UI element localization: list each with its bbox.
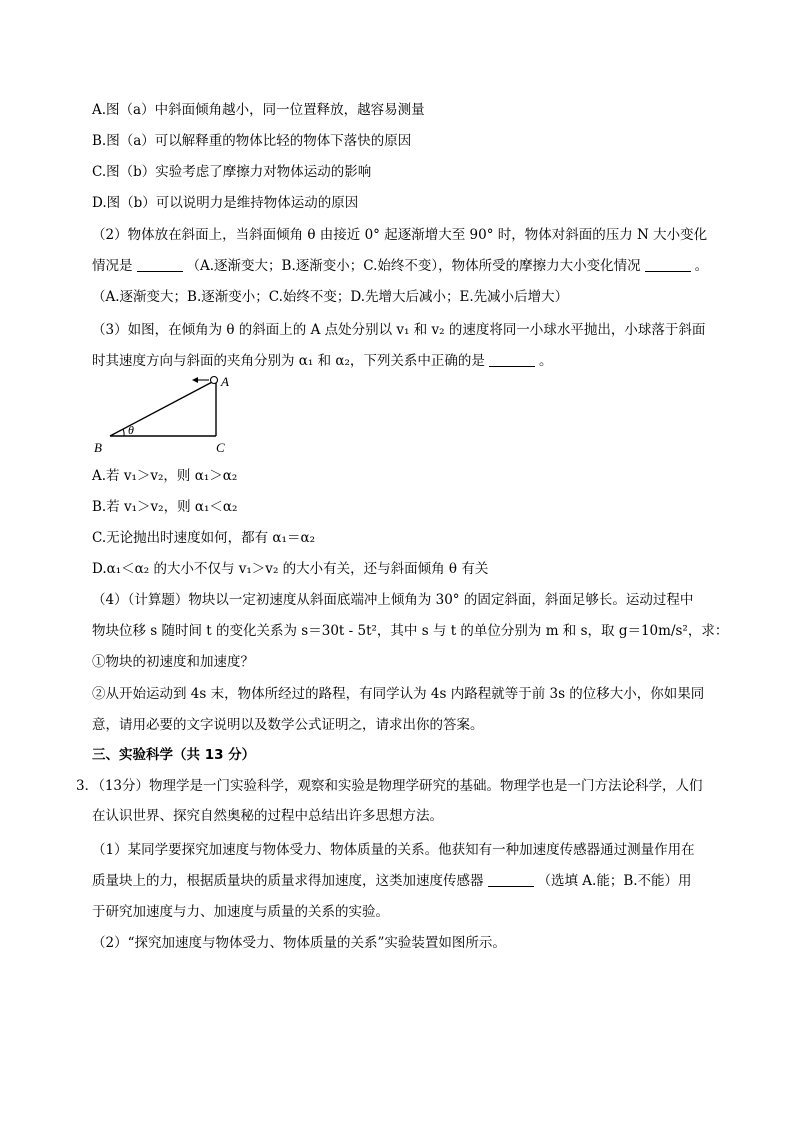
ball-icon: [211, 377, 218, 384]
q5-text-b: （选填 A.能；B.不能）用: [537, 873, 692, 889]
q4-sub2-cont: 意，请用必要的文字说明以及数学公式证明之，请求出你的答案。: [92, 717, 484, 733]
point-a-label: A: [221, 374, 229, 389]
q2-text-c: 。: [694, 258, 709, 274]
q4-sub2: ②从开始运动到 4s 末，物体所经过的路程，有同学认为 4s 内路程就等于前 3s 的位移大小，你如果同: [92, 686, 705, 702]
point-c-label: C: [216, 440, 225, 455]
incline-line: [110, 380, 216, 436]
q3-option-c: C.无论抛出时速度如何，都有 α₁＝α₂: [92, 530, 315, 546]
q5-p2-line1: （2）“探究加速度与物体受力、物体质量的关系”实验装置如图所示。: [92, 935, 506, 951]
q4-sub1: ①物块的初速度和加速度？: [92, 654, 254, 670]
q3-text-a: 时其速度方向与斜面的夹角分别为 α₁ 和 α₂，下列关系中正确的是: [92, 353, 485, 369]
option-c: C.图（b）实验考虑了摩擦力对物体运动的影响: [92, 164, 372, 180]
q4-line2: 物块位移 s 随时间 t 的变化关系为 s＝30t - 5t²，其中 s 与 t 的单位分别为 m 和 s，取 g＝10m/s²，求：: [92, 623, 729, 639]
q3-text-b: 。: [538, 353, 553, 369]
q2-text-b: （A.逐渐变大；B.逐渐变小；C.始终不变），物体所受的摩擦力大小变化情况: [186, 258, 641, 274]
answer-blank: [488, 872, 534, 887]
q5-line2: 在认识世界、探究自然奥秘的过程中总结出许多思想方法。: [92, 808, 443, 824]
q2-line3: （A.逐渐变大；B.逐渐变小；C.始终不变；D.先增大后减小；E.先减小后增大）: [92, 289, 569, 305]
q4-line1: （4）（计算题）物块以一定初速度从斜面底端冲上倾角为 30° 的固定斜面，斜面足够长。运动过程中: [92, 592, 694, 608]
option-d: D.图（b）可以说明力是维持物体运动的原因: [92, 195, 359, 211]
q2-text-a: 情况是: [92, 258, 133, 274]
angle-arc: [123, 429, 124, 436]
point-b-label: B: [94, 440, 102, 455]
q5-p1-line1: （1）某同学要探究加速度与物体受力、物体质量的关系。他获知有一种加速度传感器通过测量作用在: [92, 842, 695, 858]
option-a: A.图（a）中斜面倾角越小，同一位置释放，越容易测量: [92, 102, 425, 118]
q5-p1-line2: [92, 871, 692, 891]
answer-blank: [489, 352, 535, 367]
q2-line2: [92, 256, 708, 276]
q3-line1: （3）如图，在倾角为 θ 的斜面上的 A 点处分别以 v₁ 和 v₂ 的速度将同一小球水平抛出，小球落于斜面: [92, 322, 706, 338]
answer-blank: [645, 257, 691, 272]
q2-line1: （2）物体放在斜面上，当斜面倾角 θ 由接近 0° 起逐渐增大至 90° 时，物体对斜面的压力 N 大小变化: [92, 227, 708, 243]
option-b: B.图（a）可以解释重的物体比轻的物体下落快的原因: [92, 133, 412, 149]
theta-label: θ: [128, 423, 134, 437]
q3-option-b: B.若 v₁＞v₂，则 α₁＜α₂: [92, 499, 238, 515]
arrow-head-icon: [192, 377, 198, 383]
section-heading: 三、实验科学（共 13 分）: [92, 747, 256, 763]
q5-line1: 3．（13分）物理学是一门实验科学，观察和实验是物理学研究的基础。物理学也是一门方法论科学，人们: [76, 778, 703, 794]
answer-blank: [137, 257, 183, 272]
q3-option-d: D.α₁＜α₂ 的大小不仅与 v₁＞v₂ 的大小有关，还与斜面倾角 θ 有关: [92, 561, 489, 577]
q3-option-a: A.若 v₁＞v₂，则 α₁＞α₂: [92, 468, 238, 484]
q5-p1-line3: 于研究加速度与力、加速度与质量的关系的实验。: [92, 904, 389, 920]
incline-figure: [90, 368, 250, 458]
q5-text-a: 质量块上的力，根据质量块的质量求得加速度，这类加速度传感器: [92, 873, 484, 889]
